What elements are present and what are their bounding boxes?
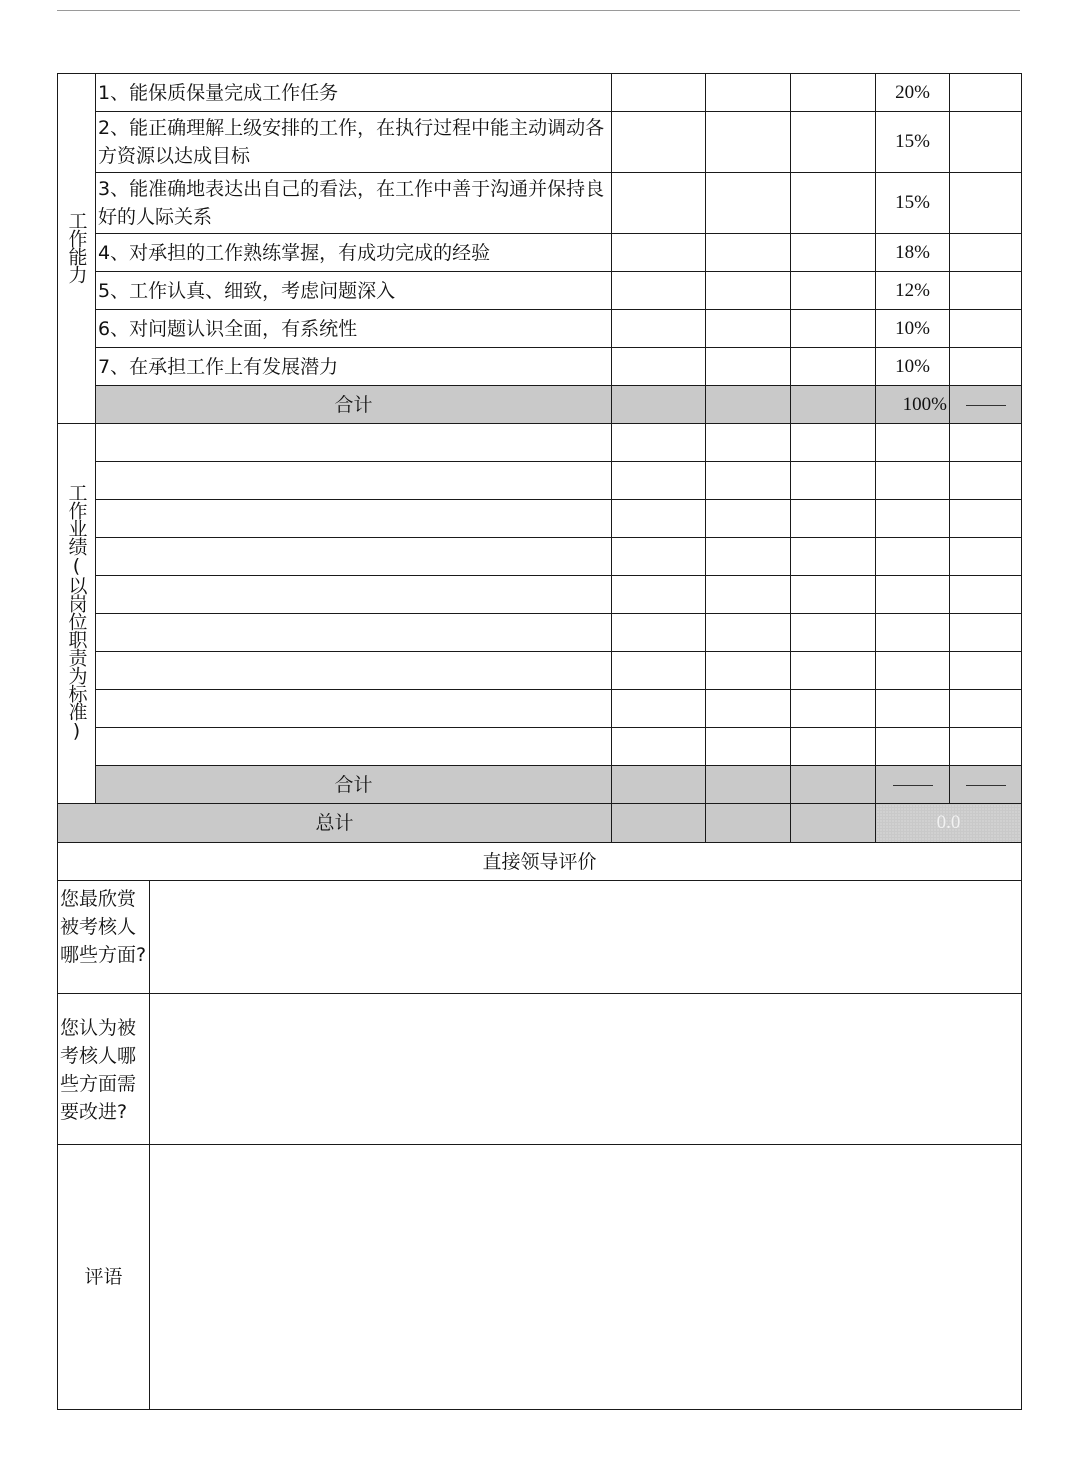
performance-row xyxy=(58,690,1022,728)
grand-total-value: 0.0 xyxy=(876,804,1022,843)
ability-row xyxy=(58,74,1022,112)
score-cell[interactable] xyxy=(706,173,791,234)
subtotal-cell xyxy=(706,766,791,804)
score-cell[interactable] xyxy=(706,310,791,348)
score-cell[interactable] xyxy=(950,690,1022,728)
score-cell[interactable] xyxy=(950,74,1022,112)
score-cell[interactable] xyxy=(791,690,876,728)
score-cell[interactable] xyxy=(612,576,706,614)
performance-row xyxy=(58,576,1022,614)
score-cell[interactable] xyxy=(612,690,706,728)
total-cell xyxy=(612,804,706,843)
leader-review-q2-row xyxy=(58,994,1022,1145)
performance-row xyxy=(58,462,1022,500)
performance-item-cell[interactable] xyxy=(96,652,612,690)
score-cell[interactable] xyxy=(791,538,876,576)
total-cell xyxy=(791,804,876,843)
ability-item-text: 6、对问题认识全面，有系统性 xyxy=(96,310,612,348)
ability-section-label: 工作能力 xyxy=(58,74,96,424)
appraisal-table xyxy=(57,73,1022,1410)
score-cell[interactable] xyxy=(950,348,1022,386)
ability-subtotal-row xyxy=(58,386,1022,424)
leader-review-q1-row xyxy=(58,881,1022,994)
score-cell[interactable] xyxy=(791,652,876,690)
score-cell[interactable] xyxy=(950,614,1022,652)
score-cell[interactable] xyxy=(950,728,1022,766)
ability-item-text: 4、对承担的工作熟练掌握，有成功完成的经验 xyxy=(96,234,612,272)
leader-review-remarks-row xyxy=(58,1145,1022,1410)
performance-item-cell[interactable] xyxy=(96,500,612,538)
ability-subtotal-label: 合计 xyxy=(96,386,612,424)
subtotal-cell xyxy=(612,766,706,804)
ability-item-text: 2、能正确理解上级安排的工作，在执行过程中能主动调动各方资源以达成目标 xyxy=(96,112,612,173)
leader-review-remarks-answer[interactable] xyxy=(150,1145,1022,1410)
ability-item-text: 5、工作认真、细致，考虑问题深入 xyxy=(96,272,612,310)
dash-cell xyxy=(950,386,1022,424)
score-cell[interactable] xyxy=(612,310,706,348)
score-cell[interactable] xyxy=(612,614,706,652)
performance-row xyxy=(58,500,1022,538)
score-cell[interactable] xyxy=(950,424,1022,462)
leader-review-q2-answer[interactable] xyxy=(150,994,1022,1145)
score-cell[interactable] xyxy=(706,112,791,173)
ability-row xyxy=(58,112,1022,173)
score-cell[interactable] xyxy=(706,690,791,728)
page-top-rule xyxy=(57,10,1020,11)
ability-item-weight: 18% xyxy=(876,234,950,272)
score-cell[interactable] xyxy=(706,348,791,386)
score-cell[interactable] xyxy=(612,112,706,173)
performance-item-cell[interactable] xyxy=(96,614,612,652)
leader-review-header-row xyxy=(58,843,1022,881)
ability-subtotal-weight: 100% xyxy=(876,386,950,424)
score-cell[interactable] xyxy=(706,74,791,112)
score-cell[interactable] xyxy=(950,652,1022,690)
performance-subtotal-label: 合计 xyxy=(96,766,612,804)
ability-item-text: 1、能保质保量完成工作任务 xyxy=(96,74,612,112)
performance-item-cell[interactable] xyxy=(96,462,612,500)
score-cell[interactable] xyxy=(706,728,791,766)
score-cell[interactable] xyxy=(950,112,1022,173)
weight-cell[interactable] xyxy=(876,538,950,576)
weight-cell[interactable] xyxy=(876,462,950,500)
weight-cell[interactable] xyxy=(876,728,950,766)
score-cell[interactable] xyxy=(791,614,876,652)
ability-item-weight: 20% xyxy=(876,74,950,112)
score-cell[interactable] xyxy=(791,728,876,766)
score-cell[interactable] xyxy=(706,652,791,690)
score-cell[interactable] xyxy=(791,310,876,348)
score-cell[interactable] xyxy=(706,424,791,462)
score-cell[interactable] xyxy=(791,462,876,500)
score-cell[interactable] xyxy=(791,272,876,310)
weight-cell[interactable] xyxy=(876,614,950,652)
performance-row xyxy=(58,424,1022,462)
dash-cell xyxy=(950,766,1022,804)
score-cell[interactable] xyxy=(612,652,706,690)
leader-review-q2-label: 您认为被考核人哪些方面需要改进? xyxy=(58,994,150,1145)
score-cell[interactable] xyxy=(791,112,876,173)
performance-row xyxy=(58,614,1022,652)
score-cell[interactable] xyxy=(791,348,876,386)
score-cell[interactable] xyxy=(950,234,1022,272)
score-cell[interactable] xyxy=(791,74,876,112)
score-cell[interactable] xyxy=(950,500,1022,538)
score-cell[interactable] xyxy=(706,614,791,652)
performance-item-cell[interactable] xyxy=(96,690,612,728)
subtotal-cell xyxy=(612,386,706,424)
score-cell[interactable] xyxy=(612,173,706,234)
score-cell[interactable] xyxy=(791,424,876,462)
score-cell[interactable] xyxy=(791,576,876,614)
performance-item-cell[interactable] xyxy=(96,538,612,576)
weight-cell[interactable] xyxy=(876,576,950,614)
ability-item-weight: 10% xyxy=(876,310,950,348)
performance-item-cell[interactable] xyxy=(96,576,612,614)
score-cell[interactable] xyxy=(706,538,791,576)
score-cell[interactable] xyxy=(950,538,1022,576)
score-cell[interactable] xyxy=(612,424,706,462)
performance-item-cell[interactable] xyxy=(96,728,612,766)
score-cell[interactable] xyxy=(950,272,1022,310)
performance-subtotal-row xyxy=(58,766,1022,804)
score-cell[interactable] xyxy=(791,500,876,538)
weight-cell[interactable] xyxy=(876,424,950,462)
total-cell xyxy=(706,804,791,843)
ability-row xyxy=(58,348,1022,386)
ability-item-weight: 15% xyxy=(876,112,950,173)
ability-row xyxy=(58,272,1022,310)
score-cell[interactable] xyxy=(612,462,706,500)
ability-item-weight: 15% xyxy=(876,173,950,234)
score-cell[interactable] xyxy=(706,462,791,500)
weight-cell[interactable] xyxy=(876,652,950,690)
score-cell[interactable] xyxy=(950,173,1022,234)
score-cell[interactable] xyxy=(706,576,791,614)
ability-row xyxy=(58,234,1022,272)
score-cell[interactable] xyxy=(950,310,1022,348)
ability-item-text: 7、在承担工作上有发展潜力 xyxy=(96,348,612,386)
leader-review-q1-answer[interactable] xyxy=(150,881,1022,994)
leader-review-q1-label: 您最欣赏被考核人哪些方面? xyxy=(58,881,150,994)
ability-item-text: 3、能准确地表达出自己的看法，在工作中善于沟通并保持良好的人际关系 xyxy=(96,173,612,234)
score-cell[interactable] xyxy=(612,74,706,112)
score-cell[interactable] xyxy=(706,234,791,272)
score-cell[interactable] xyxy=(791,173,876,234)
performance-item-cell[interactable] xyxy=(96,424,612,462)
score-cell[interactable] xyxy=(612,348,706,386)
score-cell[interactable] xyxy=(950,462,1022,500)
performance-row xyxy=(58,728,1022,766)
score-cell[interactable] xyxy=(791,234,876,272)
ability-row xyxy=(58,173,1022,234)
performance-section-label: 工作业绩(以岗位职责为标准) xyxy=(58,424,96,804)
subtotal-cell xyxy=(706,386,791,424)
leader-review-title: 直接领导评价 xyxy=(58,843,1022,881)
weight-cell[interactable] xyxy=(876,500,950,538)
ability-item-weight: 10% xyxy=(876,348,950,386)
score-cell[interactable] xyxy=(612,728,706,766)
score-cell[interactable] xyxy=(612,538,706,576)
performance-row xyxy=(58,652,1022,690)
grand-total-label: 总计 xyxy=(58,804,612,843)
leader-review-remarks-label: 评语 xyxy=(58,1145,150,1410)
performance-row xyxy=(58,538,1022,576)
score-cell[interactable] xyxy=(612,272,706,310)
ability-item-weight: 12% xyxy=(876,272,950,310)
ability-row xyxy=(58,310,1022,348)
score-cell[interactable] xyxy=(612,234,706,272)
score-cell[interactable] xyxy=(950,576,1022,614)
grand-total-row xyxy=(58,804,1022,843)
score-cell[interactable] xyxy=(612,500,706,538)
weight-cell[interactable] xyxy=(876,690,950,728)
score-cell[interactable] xyxy=(706,500,791,538)
subtotal-cell xyxy=(791,386,876,424)
dash-cell xyxy=(876,766,950,804)
score-cell[interactable] xyxy=(706,272,791,310)
subtotal-cell xyxy=(791,766,876,804)
